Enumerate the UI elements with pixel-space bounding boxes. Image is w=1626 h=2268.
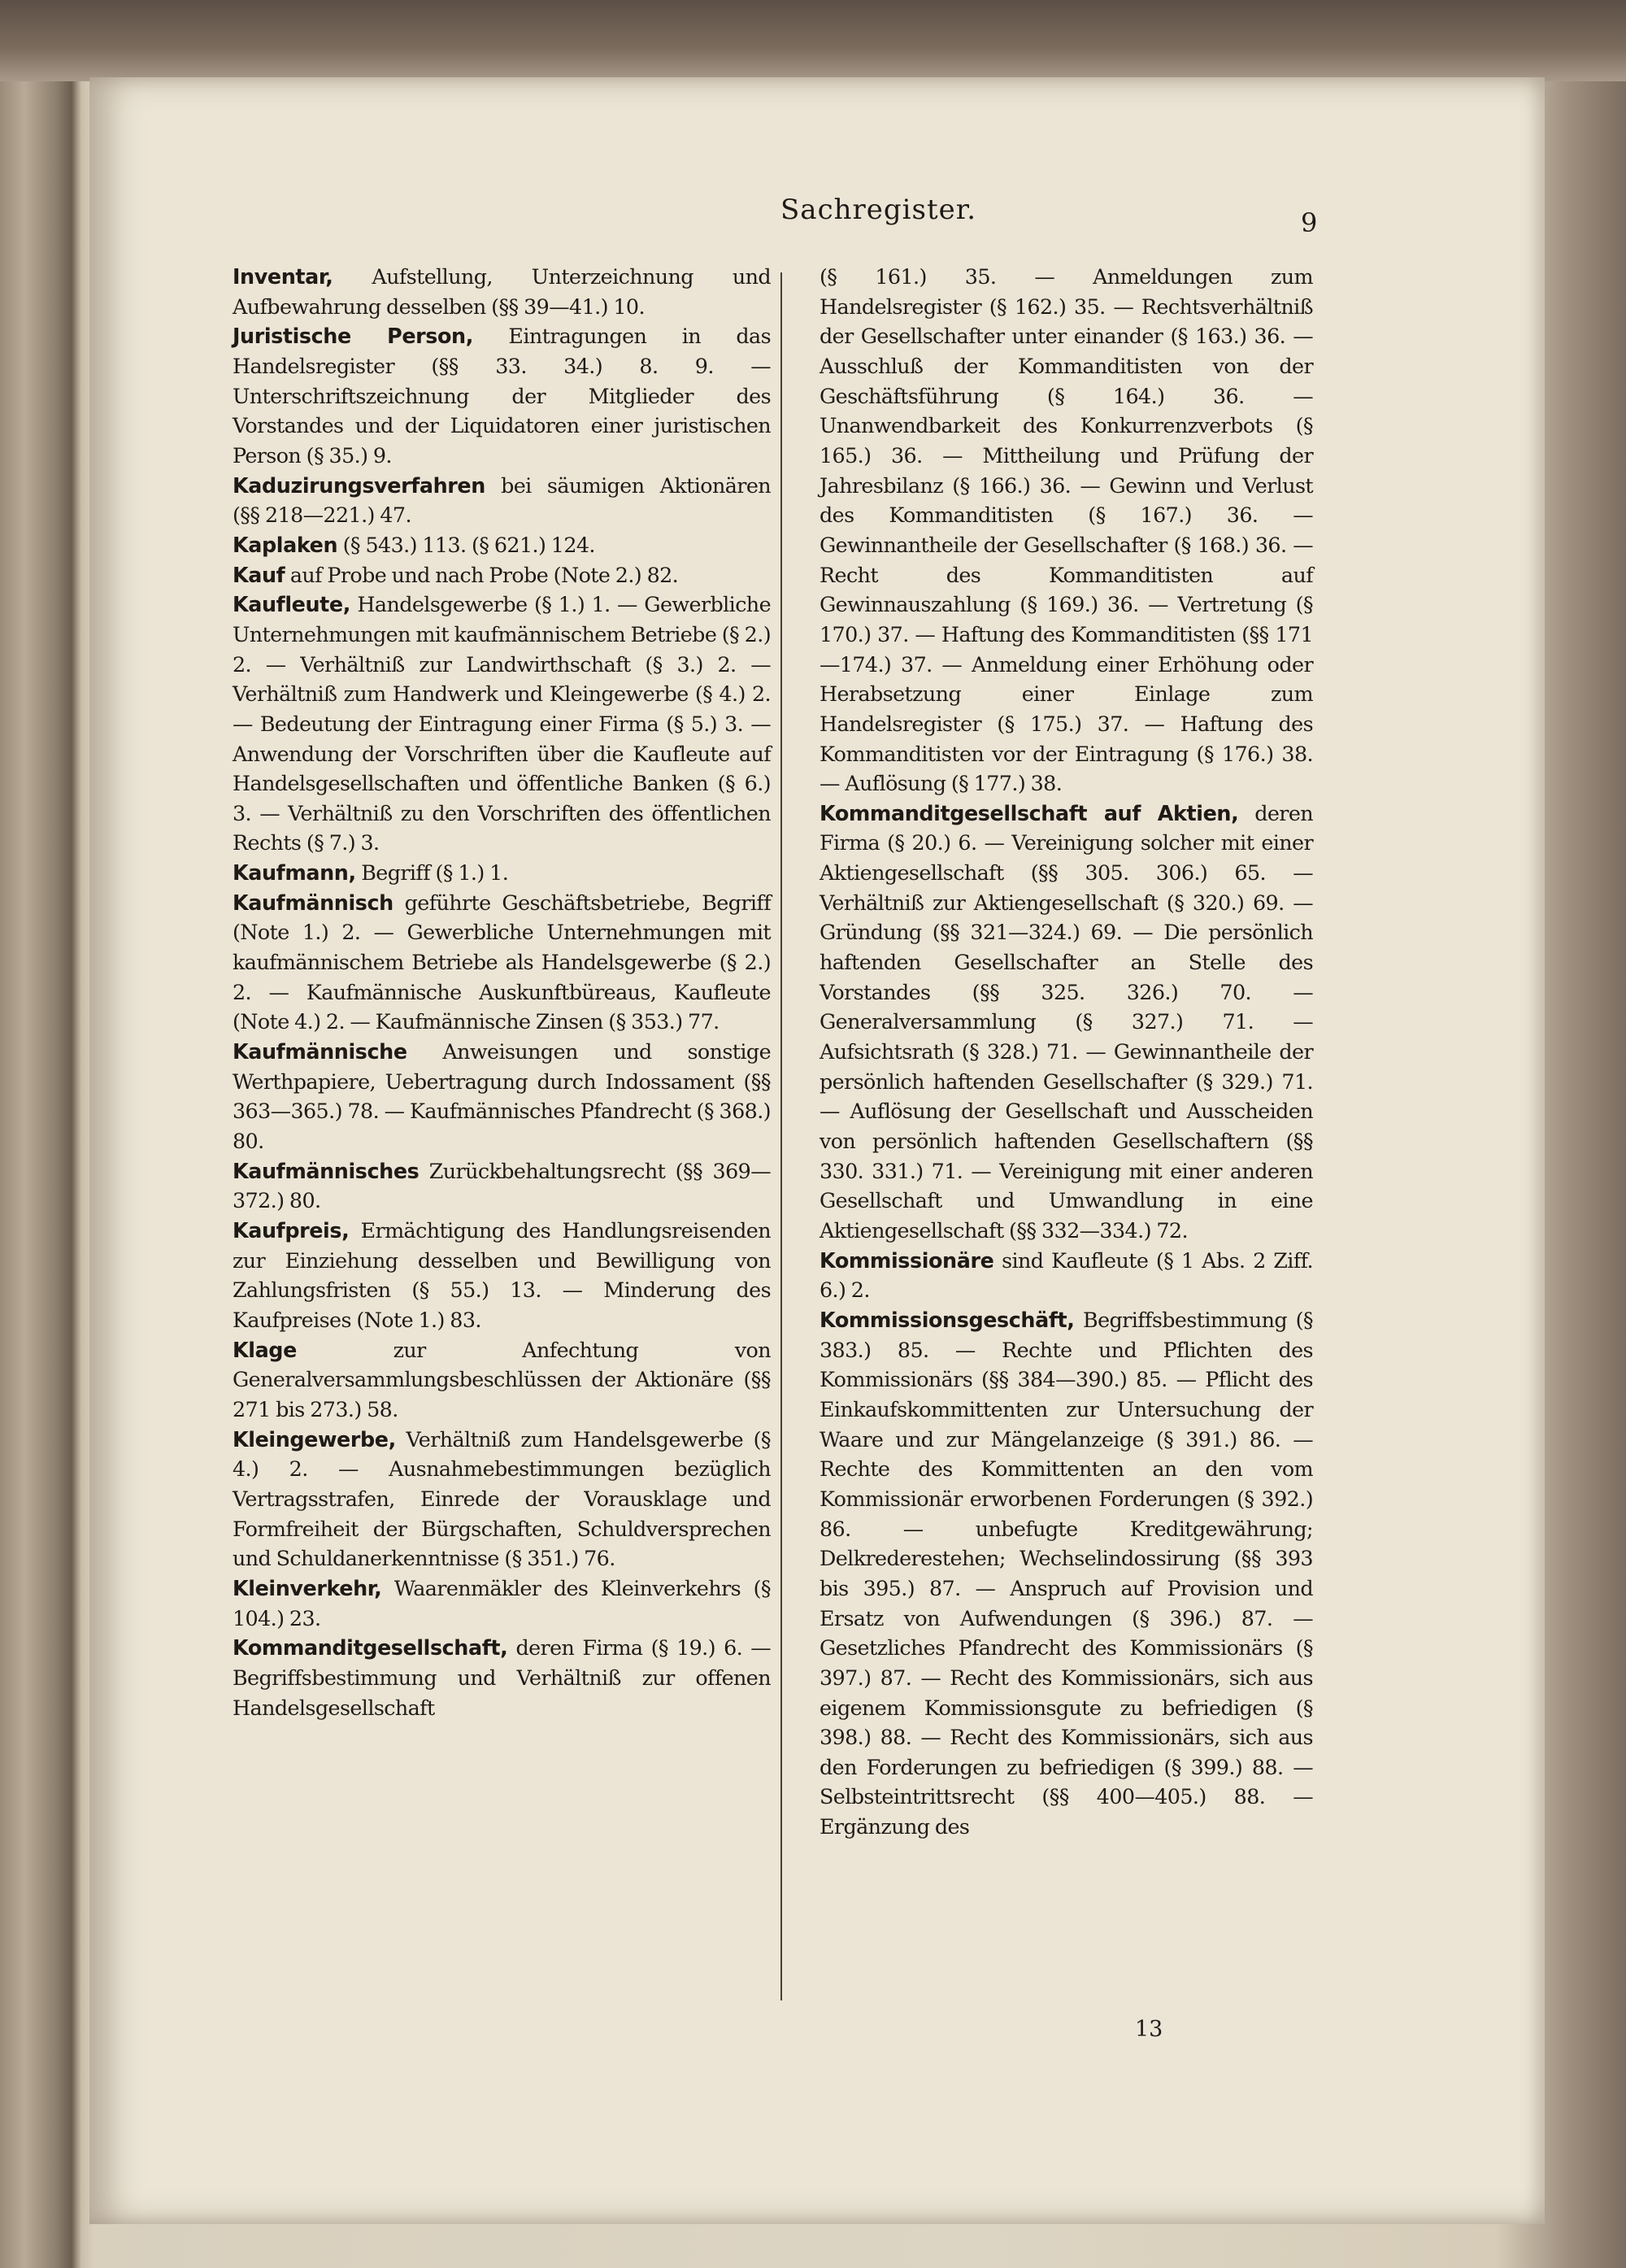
- entry-text: (§ 543.) 113. (§ 621.) 124.: [337, 532, 595, 557]
- page-title: Sachregister.: [780, 194, 977, 226]
- index-entry: [820, 799, 1313, 1246]
- entry-text: Begriffsbestimmung (§ 383.) 85. — Rechte und Pflichten des Kommissionärs (§§ 384—390.) 85. — Pflicht des Einkaufskommittenten zur Untersuchung der Waare und zur Mängelanzeige (§ 391.) 86. — Rechte des Kommittenten an den vom Kommissionär erworbenen Forderungen (§ 392.) 86. — unbefugte Kreditgewährung; Delkrederestehen; Wechselindossirung (§§ 393 bis 395.) 87. — Anspruch auf Provision und Ersatz von Aufwendungen (§ 396.) 87. — Gesetzliches Pfandrecht des Kommissionärs (§ 397.) 87. — Recht des Kommissionärs, sich aus eigenem Kommissionsgute zu befriedigen (§ 398.) 88. — Recht des Kommissionärs, sich aus den Forderungen zu befriedigen (§ 399.) 88. — Selbsteintrittsrecht (§§ 400—405.) 88. — Ergänzung des: [820, 1307, 1313, 1839]
- index-entry: [233, 1574, 771, 1633]
- index-entry: [233, 321, 771, 470]
- column-divider: [780, 272, 782, 2000]
- entry-text: Zurückbehaltungsrecht (§§ 369—372.) 80.: [233, 1158, 771, 1213]
- right-column: [820, 262, 1313, 1842]
- entry-headword: Kleinverkehr,: [233, 1575, 382, 1600]
- index-entry: [233, 1425, 771, 1574]
- entry-text: Ermächtigung des Handlungsreisenden zur Einziehung desselben und Bewilligung von Zahlungsfristen (§ 55.) 13. — Minderung des Kaufpreises (Note 1.) 83.: [233, 1218, 771, 1332]
- index-entry: [233, 888, 771, 1037]
- entry-text: sind Kaufleute (§ 1 Abs. 2 Ziff. 6.) 2.: [820, 1247, 1313, 1303]
- index-entry: [233, 1156, 771, 1216]
- entry-text: geführte Geschäftsbetriebe, Begriff (Note 1.) 2. — Gewerbliche Unternehmungen mit kaufmännischem Betriebe als Handelsgewerbe (§ 2.) 2. — Kaufmännische Auskunftbüreaus, Kaufleute (Note 4.) 2. — Kaufmännische Zinsen (§ 353.) 77.: [233, 890, 771, 1034]
- entry-headword: Kaufmann,: [233, 860, 356, 886]
- index-entry: [233, 471, 771, 530]
- index-entry: [233, 530, 771, 560]
- entry-headword: Kaufleute,: [233, 592, 350, 617]
- index-entry: [233, 262, 771, 321]
- index-entry: [233, 560, 771, 590]
- index-entry: [233, 590, 771, 858]
- entry-headword: Kommanditgesellschaft,: [233, 1635, 508, 1661]
- index-entry: [233, 1633, 771, 1722]
- index-entry: [820, 1305, 1313, 1842]
- entry-text: (§ 161.) 35. — Anmeldungen zum Handelsregister (§ 162.) 35. — Rechtsverhältniß der Gesellschafter unter einander (§ 163.) 36. — Ausschluß der Kommanditisten von der Geschäftsführung (§ 164.) 36. — Unanwendbarkeit des Konkurrenzverbots (§ 165.) 36. — Mittheilung und Prüfung der Jahresbilanz (§ 166.) 36. — Gewinn und Verlust des Kommanditisten (§ 167.) 36. — Gewinnantheile der Gesellschafter (§ 168.) 36. — Recht des Kommanditisten auf Gewinnauszahlung (§ 169.) 36. — Vertretung (§ 170.) 37. — Haftung des Kommanditisten (§§ 171—174.) 37. — Anmeldung einer Erhöhung oder Herabsetzung einer Einlage zum Handelsregister (§ 175.) 37. — Haftung des Kommanditisten vor der Eintragung (§ 176.) 38. — Auflösung (§ 177.) 38.: [820, 264, 1313, 796]
- entry-text: Verhältniß zum Handelsgewerbe (§ 4.) 2. — Ausnahmebestimmungen bezüglich Vertragsstrafen, Einrede der Vorausklage und Formfreiheit der Bürgschaften, Schuldversprechen und Schuldanerkenntnisse (§ 351.) 76.: [233, 1426, 771, 1571]
- entry-headword: Kaplaken: [233, 532, 338, 557]
- entry-text: Begriff (§ 1.) 1.: [355, 860, 509, 886]
- entry-headword: Kleingewerbe,: [233, 1426, 396, 1452]
- entry-text: Handelsgewerbe (§ 1.) 1. — Gewerbliche Unternehmungen mit kaufmännischem Betriebe (§ 2.) 2. — Verhältniß zur Landwirthschaft (§ 3.) 2. — Verhältniß zum Handwerk und Kleingewerbe (§ 4.) 2. — Bedeutung der Eintragung einer Firma (§ 5.) 3. — Anwendung der Vorschriften über die Kaufleute auf Handelsgesellschaften und öffentliche Banken (§ 6.) 3. — Verhältniß zu den Vorschriften des öffentlichen Rechts (§ 7.) 3.: [233, 592, 771, 855]
- page-number: 9: [1301, 207, 1318, 238]
- entry-headword: Inventar,: [233, 264, 333, 289]
- entry-headword: Kaufmännisch: [233, 890, 393, 915]
- entry-headword: Kaufmännische: [233, 1039, 407, 1064]
- signature-mark: 13: [1135, 2017, 1163, 2042]
- entry-headword: Kaufmännisches: [233, 1158, 420, 1183]
- index-entry: [233, 858, 771, 888]
- entry-text: Eintragungen in das Handelsregister (§§ 33. 34.) 8. 9. — Unterschriftszeichnung der Mitglieder des Vorstandes und der Liquidatoren einer juristischen Person (§ 35.) 9.: [233, 324, 772, 468]
- entry-text: Anweisungen und sonstige Werthpapiere, Uebertragung durch Indossament (§§ 363—365.) 78. — Kaufmännisches Pfandrecht (§ 368.) 80.: [233, 1039, 771, 1154]
- entry-text: Waarenmäkler des Kleinverkehrs (§ 104.) 23.: [233, 1575, 771, 1630]
- left-column: [233, 262, 771, 1722]
- entry-headword: Kommissionsgeschäft,: [820, 1307, 1075, 1332]
- index-entry: [820, 1246, 1313, 1305]
- index-entry: [233, 1335, 771, 1425]
- entry-headword: Kommanditgesellschaft auf Aktien,: [820, 800, 1239, 825]
- entry-headword: Kaufpreis,: [233, 1218, 350, 1243]
- entry-headword: Kauf: [233, 562, 285, 587]
- entry-headword: Klage: [233, 1337, 297, 1362]
- index-entry: [233, 1216, 771, 1335]
- entry-text: deren Firma (§ 20.) 6. — Vereinigung solcher mit einer Aktiengesellschaft (§§ 305. 306.) 65. — Verhältniß zur Aktiengesellschaft (§ 320.) 69. — Gründung (§§ 321—324.) 69. — Die persönlich haftenden Gesellschafter an Stelle des Vorstandes (§§ 325. 326.) 70. — Generalversammlung (§ 327.) 71. — Aufsichtsrath (§ 328.) 71. — Gewinnantheile der persönlich haftenden Gesellschafter (§ 329.) 71. — Auflösung der Gesellschaft und Ausscheiden von persönlich haftenden Gesellschaftern (§§ 330. 331.) 71. — Vereinigung mit einer anderen Gesellschaft und Umwandlung in eine Aktiengesellschaft (§§ 332—334.) 72.: [820, 800, 1313, 1243]
- index-entry: [820, 262, 1313, 799]
- book-cover-edge: [0, 0, 1626, 81]
- entry-headword: Juristische Person,: [233, 324, 473, 349]
- entry-text: auf Probe und nach Probe (Note 2.) 82.: [285, 562, 679, 587]
- index-entry: [233, 1037, 771, 1156]
- entry-text: deren Firma (§ 19.) 6. — Begriffsbestimmung und Verhältniß zur offenen Handelsgesellschaft: [233, 1635, 771, 1720]
- entry-text: bei säumigen Aktionären (§§ 218—221.) 47.: [233, 472, 771, 528]
- entry-headword: Kommissionäre: [820, 1247, 994, 1273]
- entry-text: Aufstellung, Unterzeichnung und Aufbewahrung desselben (§§ 39—41.) 10.: [233, 264, 771, 319]
- entry-headword: Kaduzirungsverfahren: [233, 472, 485, 498]
- entry-text: zur Anfechtung von Generalversammlungsbeschlüssen der Aktionäre (§§ 271 bis 273.) 58.: [233, 1337, 771, 1421]
